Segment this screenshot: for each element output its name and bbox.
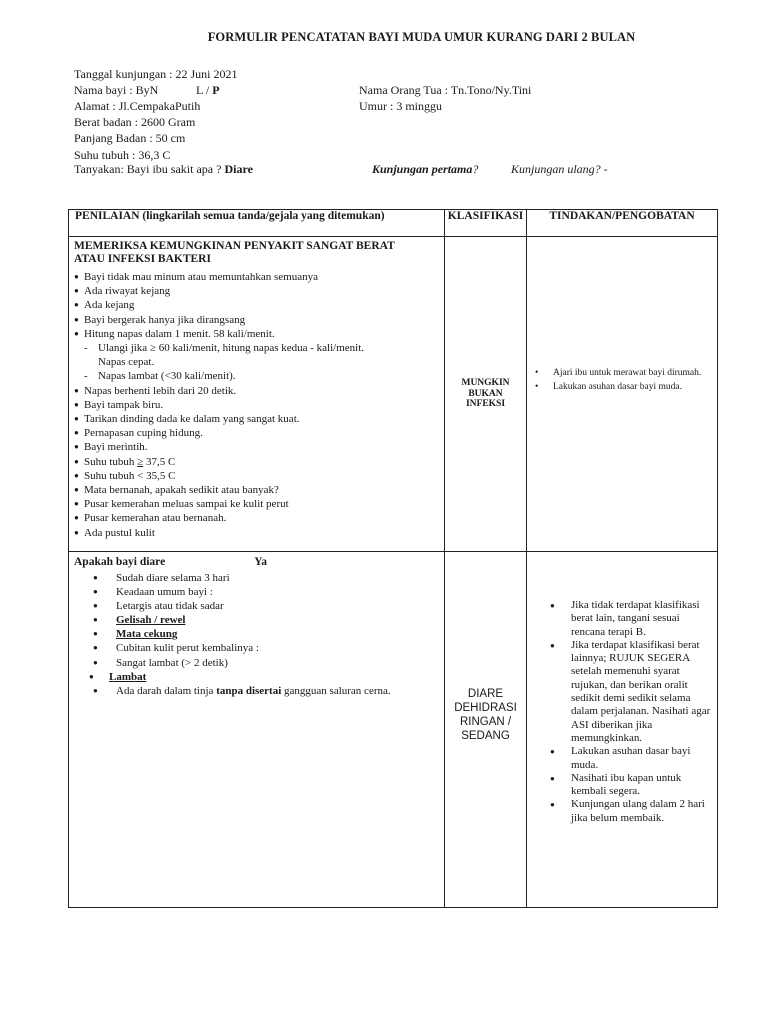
list-item: ● Tarikan dinding dada ke dalam yang sangat kuat. xyxy=(74,412,444,426)
diare-question: Apakah bayi diare xyxy=(74,556,166,568)
section-infeksi-assessment xyxy=(69,237,445,552)
diare-answer: Ya xyxy=(254,556,267,568)
section-diare-list xyxy=(69,571,444,698)
section-diare-classification xyxy=(445,552,527,908)
list-item: ● Bayi tampak biru. xyxy=(74,398,444,412)
section-diare-treatment xyxy=(527,552,718,908)
list-item: ● Bayi bergerak hanya jika dirangsang xyxy=(74,313,444,327)
classification-line4: SEDANG xyxy=(461,730,510,742)
visit-date: Tanggal kunjungan : 22 Juni 2021 xyxy=(74,67,238,81)
list-item: ● Sangat lambat (> 2 detik) xyxy=(93,656,444,670)
gender xyxy=(196,83,220,98)
treatment-list xyxy=(527,237,717,393)
list-item: ● Pernapasan cuping hidung. xyxy=(74,426,444,440)
address: Alamat : Jl.CempakaPutih xyxy=(74,99,201,113)
list-item: ● Pusar kemerahan meluas sampai ke kulit perut xyxy=(74,497,444,511)
section-infeksi-treatment xyxy=(527,237,718,552)
section-diare-title xyxy=(74,556,444,569)
list-item: ● Napas berhenti lebih dari 20 detik. xyxy=(74,384,444,398)
list-item: ● Gelisah / rewel xyxy=(93,613,444,627)
complaint-label: Tanyakan: Bayi ibu sakit apa ? xyxy=(74,162,225,176)
treatment-item: • Ajari ibu untuk merawat bayi dirumah. xyxy=(553,368,711,379)
assessment-table xyxy=(68,209,718,908)
blood-stool-text: Ada darah dalam tinja xyxy=(116,684,217,697)
list-item xyxy=(93,684,444,698)
gender-p: P xyxy=(212,83,220,97)
treatment-item: ● Lakukan asuhan dasar bayi muda. xyxy=(571,745,713,772)
treatment-item: ● Nasihati ibu kapan untuk kembali segera. xyxy=(571,772,713,799)
list-item: ● Ada riwayat kejang xyxy=(74,284,444,298)
list-item: ● Cubitan kulit perut kembalinya : xyxy=(93,641,444,655)
list-subitem: - Ulangi jika ≥ 60 kali/menit, hitung napas kedua - kali/menit. xyxy=(74,341,444,355)
first-visit-q: ? xyxy=(472,162,479,176)
section-infeksi-classification xyxy=(445,237,527,552)
section-infeksi-list xyxy=(69,270,444,540)
temp-high-value: 37,5 C xyxy=(143,455,176,468)
repeat-visit: Kunjungan ulang? - xyxy=(511,162,608,176)
list-item: ● Pusar kemerahan atau bernanah. xyxy=(74,511,444,525)
list-item: ● Keadaan umum bayi : xyxy=(93,585,444,599)
age: Umur : 3 minggu xyxy=(359,99,442,113)
header-penilaian: PENILAIAN (lingkarilah semua tanda/gejala yang ditemukan) xyxy=(69,210,445,237)
list-item: ● Ada pustul kulit xyxy=(74,526,444,540)
blood-stool-rest: gangguan saluran cerna. xyxy=(281,684,391,697)
list-item: ● Letargis atau tidak sadar xyxy=(93,599,444,613)
header-klasifikasi: KLASIFIKASI xyxy=(445,210,527,237)
list-subitem: - Napas lambat (<30 kali/menit). xyxy=(74,369,444,383)
list-item: ● Lambat xyxy=(89,670,444,684)
weight: Berat badan : 2600 Gram xyxy=(74,115,196,129)
section-infeksi-title-line1: MEMERIKSA KEMUNGKINAN PENYAKIT SANGAT BERAT xyxy=(74,240,395,252)
section-diare-assessment xyxy=(69,552,445,908)
list-subitem-continued: Napas cepat. xyxy=(98,356,155,369)
classification-line1: DIARE xyxy=(467,688,504,700)
first-visit-label: Kunjungan pertama xyxy=(372,162,473,176)
section-infeksi-title-line2: ATAU INFEKSI BAKTERI xyxy=(74,253,211,265)
treatment-item: ● Jika terdapat klasifikasi berat lainnya; RUJUK SEGERA setelah memenuhi syarat rujukan, dan berikan oralit sedikit demi sedikit selama dalam perjalanan. Nasihati agar ASI diberikan jika memungkinkan. xyxy=(571,639,713,745)
complaint xyxy=(74,162,253,177)
temp-high-label: Suhu tubuh xyxy=(84,455,138,468)
list-item xyxy=(74,455,444,469)
baby-name: Nama bayi : ByN xyxy=(74,83,159,97)
first-visit xyxy=(372,162,478,177)
parent-name: Nama Orang Tua : Tn.Tono/Ny.Tini xyxy=(359,83,532,97)
list-item: ● Bayi tidak mau minum atau memuntahkan semuanya xyxy=(74,270,444,284)
gender-l: L / xyxy=(196,83,213,97)
header-tindakan: TINDAKAN/PENGOBATAN xyxy=(527,210,718,237)
list-item: ● Mata bernanah, apakah sedikit atau banyak? xyxy=(74,483,444,497)
treatment-item: • Lakukan asuhan dasar bayi muda. xyxy=(553,382,711,393)
list-item: ● Sudah diare selama 3 hari xyxy=(93,571,444,585)
form-title: FORMULIR PENCATATAN BAYI MUDA UMUR KURANG DARI 2 BULAN xyxy=(207,30,636,44)
section-infeksi-title xyxy=(74,240,444,266)
list-item: ● Bayi merintih. xyxy=(74,440,444,454)
table-header-row xyxy=(69,210,718,237)
treatment-item: ● Kunjungan ulang dalam 2 hari jika belum membaik. xyxy=(571,798,713,825)
length: Panjang Badan : 50 cm xyxy=(74,131,186,145)
classification-line1: MUNGKIN xyxy=(461,378,510,388)
temp-high-sign: ≥ xyxy=(137,455,144,468)
classification-line3: RINGAN / xyxy=(459,716,512,728)
list-item: ● Hitung napas dalam 1 menit. 58 kali/menit. xyxy=(74,327,444,341)
list-item: ● Suhu tubuh < 35,5 C xyxy=(74,469,444,483)
complaint-value: Diare xyxy=(224,162,253,176)
section-infeksi-row xyxy=(69,237,718,552)
classification-line2: BUKAN xyxy=(468,388,503,399)
classification-text xyxy=(445,552,526,743)
classification-line2: DEHIDRASI xyxy=(454,702,517,714)
section-diare-row xyxy=(69,552,718,908)
classification-line3: INFEKSI xyxy=(465,399,506,409)
classification-text xyxy=(445,237,526,410)
treatment-list xyxy=(527,552,717,825)
list-item: ● Mata cekung xyxy=(93,627,444,641)
treatment-item: ● Jika tidak terdapat klasifikasi berat lain, tangani sesuai rencana terapi B. xyxy=(571,599,713,639)
blood-stool-emphasis: tanpa disertai xyxy=(216,684,282,697)
temperature: Suhu tubuh : 36,3 C xyxy=(74,148,171,162)
list-item: ● Ada kejang xyxy=(74,298,444,312)
